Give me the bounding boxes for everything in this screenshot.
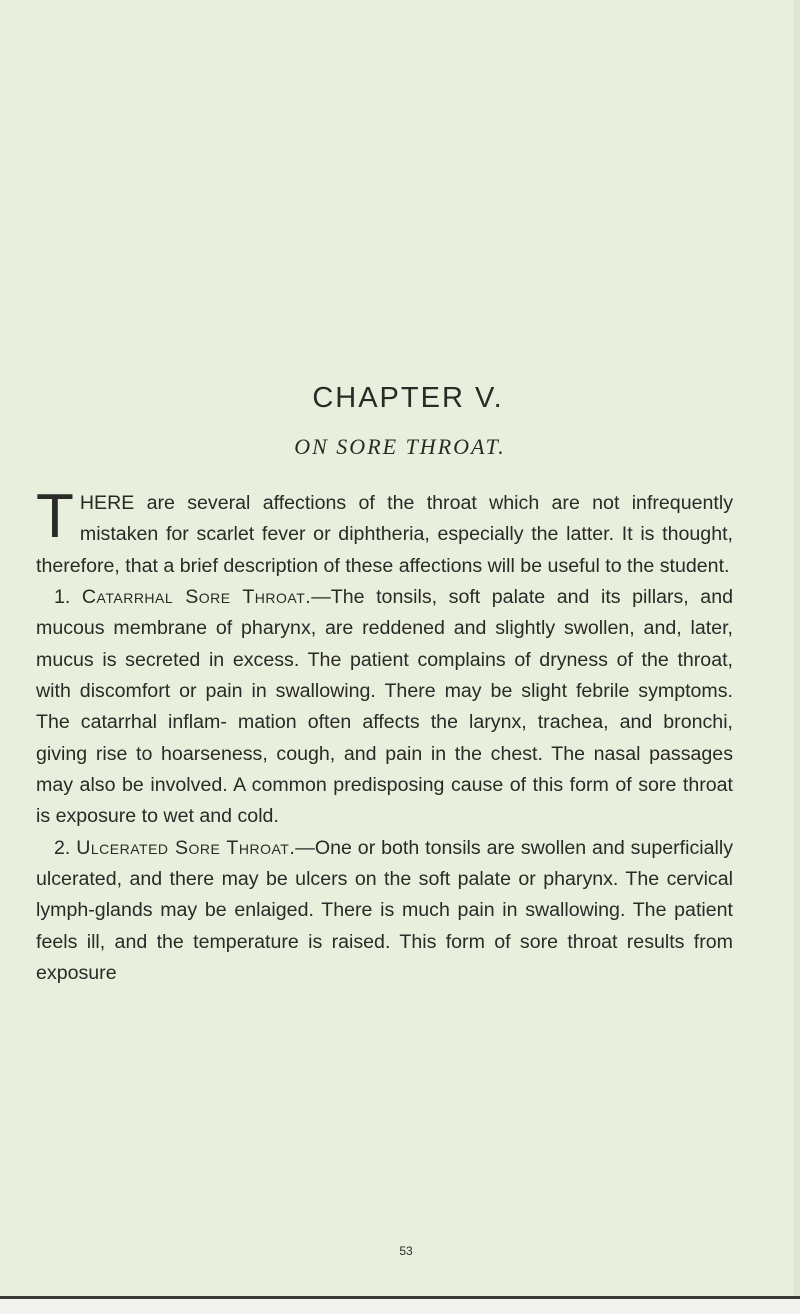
chapter-title: CHAPTER V.: [312, 382, 504, 414]
section-number: 1.: [54, 586, 71, 609]
section-paragraph-2: [36, 833, 733, 990]
section-text: —One or both tonsils are swollen and superficially ulcerated, and there may be ulcers on the soft palate or pharynx. The cervical lymph-glands may be enlaiged. There is much pain in swallowing. The patient feels ill, and the temperature is raised. This form of sore throat results from exposure: [36, 836, 734, 985]
section-heading: Catarrhal Sore Throat.: [81, 586, 312, 609]
intro-paragraph: [36, 482, 733, 582]
page-number: 53: [399, 1244, 413, 1258]
section-text: —The tonsils, soft palate and its pillars, and mucous membrane of pharynx, are reddened and slightly swollen, and, later, mucus is secreted in excess. The patient complains of dryness of the throat, with discomfort or pain in swallowing. There may be slight febrile symptoms. The catarrhal inflam- mation often affects the larynx, trachea, and bronchi, giving rise to hoarseness, cough, and pain in the chest. The nasal passages may also be involved. A common predisposing cause of this form of sore throat is exposure to wet and cold.: [36, 586, 733, 828]
intro-text: HERE are several affections of the throat which are not infrequently mistaken for scarlet fever or diphtheria, especially the latter. It is thought, therefore, that a brief description of these affections will be useful to the student.: [36, 492, 733, 577]
section-heading: Ulcerated Sore Throat.: [76, 836, 296, 859]
scan-bottom-edge: [0, 1296, 800, 1314]
section-paragraph-1: [36, 582, 733, 833]
page-edge-shadow: [794, 0, 800, 1296]
chapter-subtitle: ON SORE THROAT.: [294, 434, 506, 459]
drop-cap: T: [36, 482, 74, 551]
body-text: [36, 482, 734, 990]
section-number: 2.: [54, 836, 71, 859]
